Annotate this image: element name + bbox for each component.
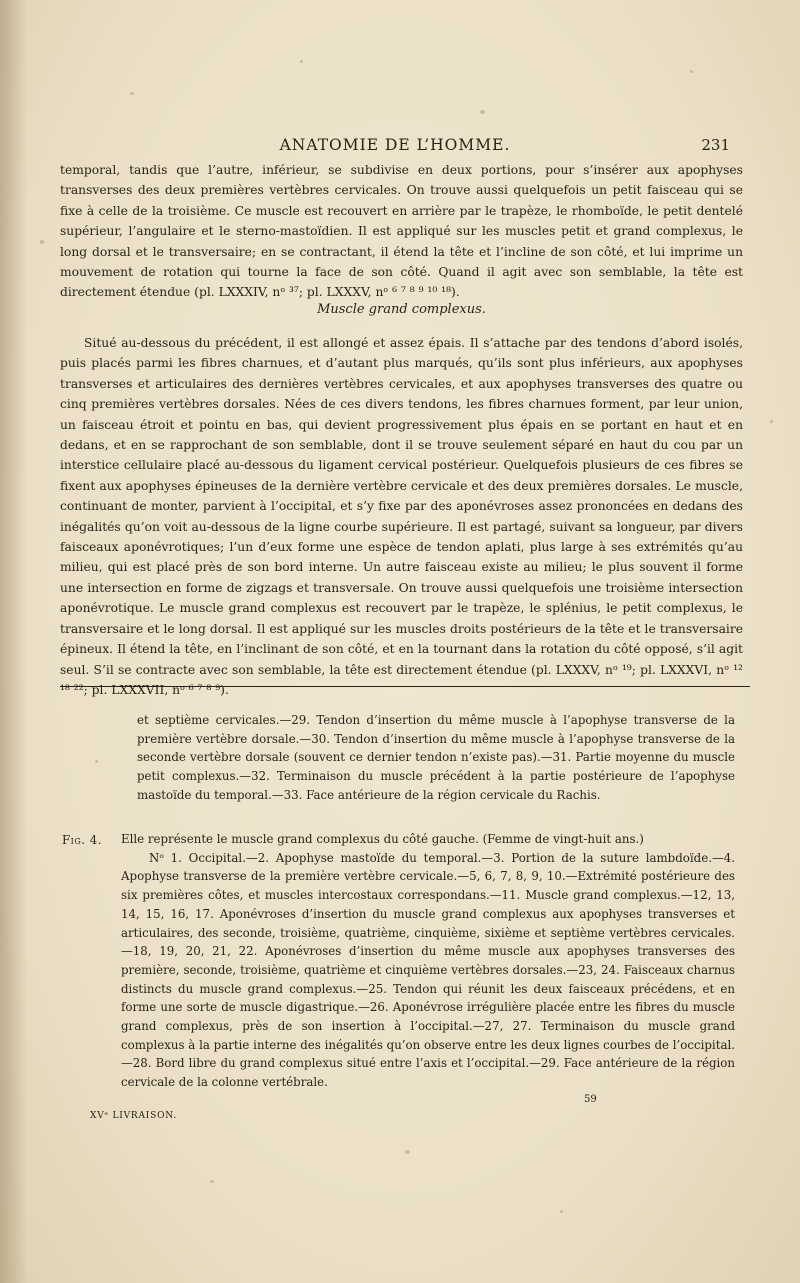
running-title: ANATOMIE DE L’HOMME.: [279, 136, 511, 154]
paper-speck: [405, 1150, 410, 1154]
footer-folio: 59: [584, 1094, 597, 1105]
page-number: 231: [701, 136, 730, 154]
main-paragraph: Situé au-dessous du précédent, il est allongé et assez épais. Il s’attache par des tendons d’abord isolés, puis placés parmi les fibres charnues, et d’autant plus marqués, qu’ils sont plus inférieurs, aux apophyses transverses et articulaires des dernières vertèbres cervicales, et aux apophyses transverses des quatre ou cinq premières vertèbres dorsales. Nées de ces divers tendons, les fibres charnues forment, par leur union, un faisceau étroit et pointu en bas, qui devient progressivement plus épais en se portant en haut et en dedans, et en se rapprochant de son semblable, dont il se trouve seulement séparé en haut du cou par un interstice cellulaire placé au-dessous du ligament cervical postérieur. Quelquefois plusieurs de ces fibres se fixent aux apophyses épineuses de la dernière vertèbre cervicale et des deux premières dorsales. Le muscle, continuant de monter, parvient à l’occipital, et s’y fixe par des aponévroses assez prononcées en dedans des inégalités qu’on voit au-dessous de la ligne courbe supérieure. Il est partagé, suivant sa longueur, par divers faisceaux aponévrotiques; l’un d’eux forme une espèce de tendon aplati, plus large à ses extrémités qu’au milieu, qui est placé près de son bord interne. Un autre faisceau existe au milieu; le plus souvent il forme une intersection en forme de zigzags et transversale. On trouve aussi quelquefois une troisième intersection aponévrotique. Le muscle grand complexus est recouvert par le trapèze, le splénius, le petit complexus, le transversaire et le long dorsal. Il est appliqué sur les muscles droits postérieurs de la tête et le transversaire épineux. Il étend la tête, en l’inclinant de son côté, et en la tournant dans la rotation du côté opposé, s’il agit seul. S’il se contracte avec son semblable, la tête est directement étendue (pl. LXXXV, nᵒ ¹⁹; pl. LXXXVI, nᵒ ¹² ¹⁸ ²²; pl. LXXXVII, nᵒ ⁶ ⁷ ⁸ ⁹).: [60, 336, 743, 697]
figure-caption: [121, 830, 735, 1092]
paper-speck: [560, 1210, 563, 1213]
section-divider: [60, 686, 750, 687]
paper-speck: [210, 1180, 214, 1183]
paper-speck: [95, 760, 98, 763]
section-title: Muscle grand complexus.: [317, 302, 486, 317]
paper-speck: [130, 92, 134, 95]
caption-continuation: et septième cervicales.—29. Tendon d’insertion du même muscle à l’apophyse transverse de la première vertèbre dorsale.—30. Tendon d’insertion du même muscle à l’apophyse transverse de la seconde vertèbre dorsale (souvent ce dernier tendon n’existe pas).—31. Partie moyenne du muscle petit complexus.—32. Terminaison du muscle précédent à la partie postérieure de l’apophyse mastoïde du temporal.—33. Face antérieure de la région cervicale du Rachis.: [137, 713, 735, 802]
footer-signature: XVᵉ LIVRAISON.: [90, 1111, 178, 1121]
binding-shadow: [0, 0, 28, 1283]
paper-speck: [690, 70, 693, 73]
paper-speck: [770, 420, 773, 423]
continuation-paragraph: temporal, tandis que l’autre, inférieur, se subdivise en deux portions, pour s’insérer aux apophyses transverses des deux premières vertèbres cervicales. On trouve aussi quelquefois un petit faisceau qui se fixe à celle de la troisième. Ce muscle est recouvert en arrière par le trapèze, le rhomboïde, le petit dentelé supérieur, l’angulaire et le sterno-mastoïdien. Il est appliqué sur les muscles petit et grand complexus, le long dorsal et le transversaire; en se contractant, il étend la tête et l’incline de son côté, et lui imprime un mouvement de rotation qui tourne la face de son côté. Quand il agit avec son semblable, la tête est directement étendue (pl. LXXXIV, nᵒ ³⁷; pl. LXXXV, nᵒ ⁶ ⁷ ⁸ ⁹ ¹⁰ ¹⁸).: [60, 163, 743, 300]
figure-label: Fig. 4.: [62, 833, 102, 847]
figure-description: Nᵒ 1. Occipital.—2. Apophyse mastoïde du temporal.—3. Portion de la suture lambdoïde.—4. Apophyse transverse de la première vertèbre cervicale.—5, 6, 7, 8, 9, 10.—Extrémité postérieure des six premières côtes, et muscles intercostaux correspondans.—11. Muscle grand complexus.—12, 13, 14, 15, 16, 17. Aponévroses d’insertion du muscle grand complexus aux apophyses transverses et articulaires, des seconde, troisième, quatrième, cinquième, sixième et septième vertèbres cervicales.—18, 19, 20, 21, 22. Aponévroses d’insertion du même muscle aux apophyses transverses des première, seconde, troisième, quatrième et cinquième vertèbres dorsales.—23, 24. Faisceaux charnus distincts du muscle grand complexus.—25. Tendon qui réunit les deux faisceaux précédens, et en forme une sorte de muscle digastrique.—26. Aponévrose irrégulière placée entre les fibres du muscle grand complexus, près de son insertion à l’occipital.—27, 27. Terminaison du muscle grand complexus à la partie interne des inégalités qu’on observe entre les deux lignes courbes de l’occipital.—28. Bord libre du grand complexus situé entre l’axis et l’occipital.—29. Face antérieure de la région cervicale de la colonne vertébrale.: [121, 850, 735, 1090]
running-head: [60, 134, 730, 158]
paper-speck: [300, 60, 303, 63]
paper-speck: [40, 240, 44, 244]
paper-speck: [480, 110, 485, 114]
figure-intro: Elle représente le muscle grand complexus du côté gauche. (Femme de vingt-huit ans.): [121, 832, 644, 846]
